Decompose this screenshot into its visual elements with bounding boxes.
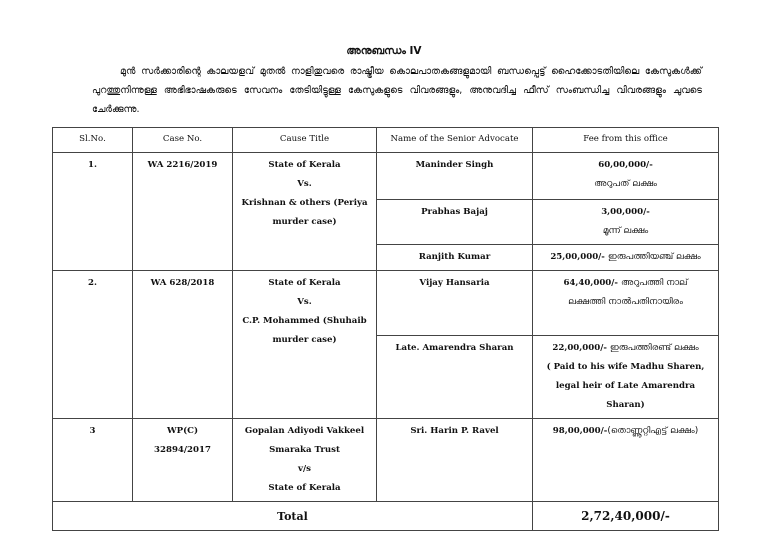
total-amount: 2,72,40,000/- bbox=[533, 502, 719, 531]
intro-paragraph: മുൻ സർക്കാരിന്റെ കാലയളവ് മുതൽ നാളിതുവരെ രാഷ്ട്രീയ കൊലപാതകങ്ങളുമായി ബന്ധപ്പെട്ട് ഹൈക്കോടതിയിലെ കേസുകൾക്ക് പുറത്തുനിന്നുള്ള അഭിഭാഷകരുടെ സേവനം തേടിയിട്ടുള്ള കേസുകളുടെ വിവരങ്ങളും, അനുവദിച്ച ഫീസ് സംബന്ധിച്ച വിവരങ്ങളും ചുവടെ ചേർക്കുന്നു. bbox=[92, 66, 702, 115]
fee-cell: 98,00,000/-(തൊണ്ണൂറ്റിഎട്ട് ലക്ഷം) bbox=[533, 419, 719, 502]
fee-cell: 25,00,000/- ഇരുപത്തിയഞ്ച് ലക്ഷം bbox=[533, 245, 719, 271]
advocate-cell: Prabhas Bajaj bbox=[377, 200, 533, 245]
table-row bbox=[53, 153, 719, 200]
header-cause-title: Cause Title bbox=[233, 128, 377, 153]
total-label: Total bbox=[53, 502, 533, 531]
case-no-cell: WA 628/2018 bbox=[133, 271, 233, 419]
advocate-cell: Sri. Harin P. Ravel bbox=[377, 419, 533, 502]
advocate-cell: Maninder Singh bbox=[377, 153, 533, 200]
advocate-cell: Ranjith Kumar bbox=[377, 245, 533, 271]
sl-no-cell: 3 bbox=[53, 419, 133, 502]
header-slno: Sl.No. bbox=[53, 128, 133, 153]
header-senior-advocate: Name of the Senior Advocate bbox=[377, 128, 533, 153]
fee-cell: 22,00,000/- ഇരുപത്തിരണ്ട് ലക്ഷം ( Paid to his wife Madhu Sharen, legal heir of Late Amarendra Sharan) bbox=[533, 336, 719, 419]
sl-no-cell: 1. bbox=[53, 153, 133, 271]
table-row bbox=[53, 271, 719, 336]
header-case-no: Case No. bbox=[133, 128, 233, 153]
header-fee: Fee from this office bbox=[533, 128, 719, 153]
advocate-cell: Late. Amarendra Sharan bbox=[377, 336, 533, 419]
case-no-cell: WA 2216/2019 bbox=[133, 153, 233, 271]
table-row bbox=[53, 419, 719, 502]
table-header-row bbox=[53, 128, 719, 153]
fee-cell: 60,00,000/- അറുപത് ലക്ഷം bbox=[533, 153, 719, 200]
cause-title-cell: State of Kerala Vs. Krishnan & others (Periya murder case) bbox=[233, 153, 377, 271]
advocate-fee-table bbox=[52, 127, 719, 531]
fee-note: ( Paid to his wife Madhu Sharen, legal heir of Late Amarendra Sharan) bbox=[546, 362, 705, 410]
cause-title-cell: State of Kerala Vs. C.P. Mohammed (Shuhaib murder case) bbox=[233, 271, 377, 419]
cause-title-cell: Gopalan Adiyodi Vakkeel Smaraka Trust v/s State of Kerala bbox=[233, 419, 377, 502]
fee-cell: 64,40,000/- അറുപത്തി നാല് ലക്ഷത്തി നാൽപതിനായിരം bbox=[533, 271, 719, 336]
sl-no-cell: 2. bbox=[53, 271, 133, 419]
annexure-heading: അനുബന്ധം IV bbox=[346, 45, 422, 57]
total-row bbox=[53, 502, 719, 531]
case-no-cell: WP(C) 32894/2017 bbox=[133, 419, 233, 502]
advocate-cell: Vijay Hansaria bbox=[377, 271, 533, 336]
fee-cell: 3,00,000/- മൂന്ന് ലക്ഷം bbox=[533, 200, 719, 245]
